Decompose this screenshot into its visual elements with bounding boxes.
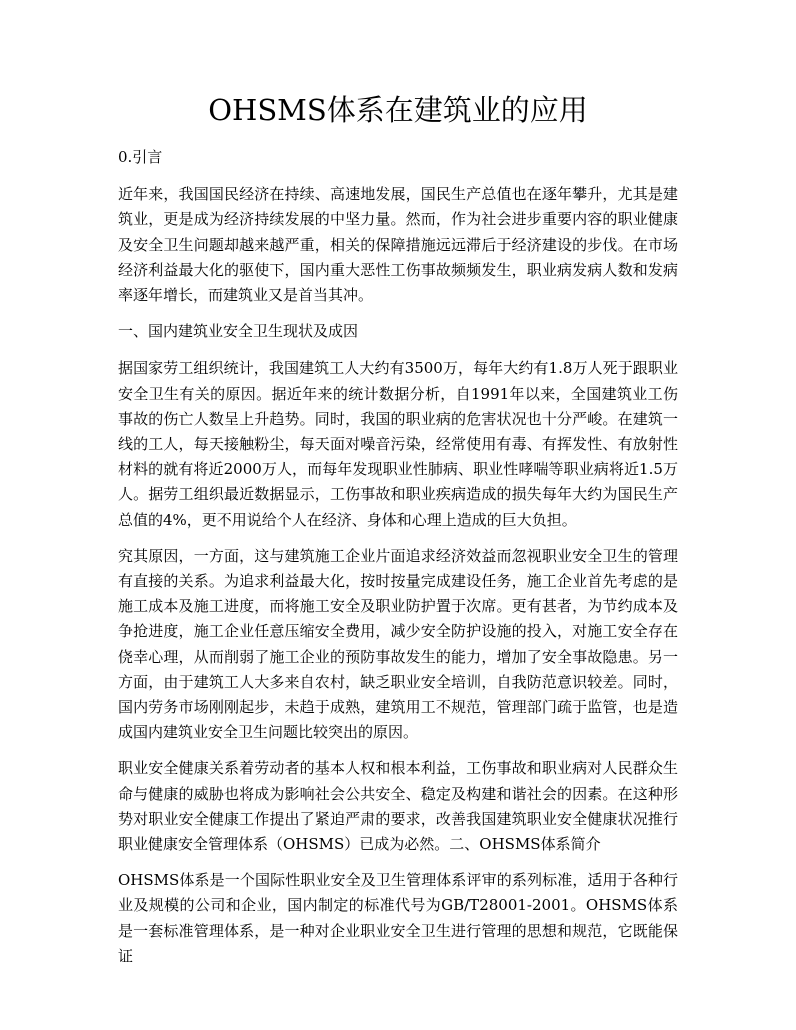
intro-paragraph: 近年来，我国国民经济在持续、高速地发展，国民生产总值也在逐年攀升，尤其是建筑业，更是成为经济持续发展的中坚力量。然而，作为社会进步重要内容的职业健康及安全卫生问题却越来越严重，相关的保障措施远远滞后于经济建设的步伐。在市场经济利益最大化的驱使下，国内重大恶性工伤事故频频发生，职业病发病人数和发病率逐年增长，而建筑业又是首当其冲。 — [118, 185, 678, 305]
body-paragraph: 职业安全健康关系着劳动者的基本人权和根本利益，工伤事故和职业病对人民群众生命与健康的威胁也将成为影响社会公共安全、稳定及构建和谐社会的因素。在这种形势对职业安全健康工作提出了紧迫严肃的要求，改善我国建筑职业安全健康状况推行职业健康安全管理体系（OHSMS）已成为必然。二、OHSMS体系简介 — [118, 759, 678, 854]
document-title: OHSMS体系在建筑业的应用 — [208, 93, 588, 127]
section-heading-status: 一、国内建筑业安全卫生现状及成因 — [118, 322, 359, 341]
body-paragraph: 究其原因，一方面，这与建筑施工企业片面追求经济效益而忽视职业安全卫生的管理有直接的关系。为追求利益最大化，按时按量完成建设任务，施工企业首先考虑的是施工成本及施工进度，而将施工安全及职业防护置于次席。更有甚者，为节约成本及争抢进度，施工企业任意压缩安全费用，减少安全防护设施的投入，对施工安全存在侥幸心理，从而削弱了施工企业的预防事故发生的能力，增加了安全事故隐患。另一方面，由于建筑工人大多来自农村，缺乏职业安全培训，自我防范意识较差。同时，国内劳务市场刚刚起步，未趋于成熟，建筑用工不规范，管理部门疏于监管，也是造成国内建筑业安全卫生问题比较突出的原因。 — [118, 546, 678, 742]
intro-heading: 0.引言 — [118, 148, 163, 166]
body-paragraph: 据国家劳工组织统计，我国建筑工人大约有3500万，每年大约有1.8万人死于跟职业安全卫生有关的原因。据近年来的统计数据分析，自1991年以来，全国建筑业工伤事故的伤亡人数呈上升趋势。同时，我国的职业病的危害状况也十分严峻。在建筑一线的工人，每天接触粉尘，每天面对噪音污染，经常使用有毒、有挥发性、有放射性材料的就有将近2000万人，而每年发现职业性肺病、职业性哮喘等职业病将近1.5万人。据劳工组织最近数据显示，工伤事故和职业疾病造成的损失每年大约为国民生产总值的4%，更不用说给个人在经济、身体和心理上造成的巨大负担。 — [118, 359, 678, 529]
body-paragraph: OHSMS体系是一个国际性职业安全及卫生管理体系评审的系列标准，适用于各种行业及规模的公司和企业，国内制定的标准代号为GB/T28001-2001。OHSMS体系是一套标准管理体系，是一种对企业职业安全卫生进行管理的思想和规范，它既能保证 — [118, 871, 678, 965]
document-body — [118, 145, 678, 980]
